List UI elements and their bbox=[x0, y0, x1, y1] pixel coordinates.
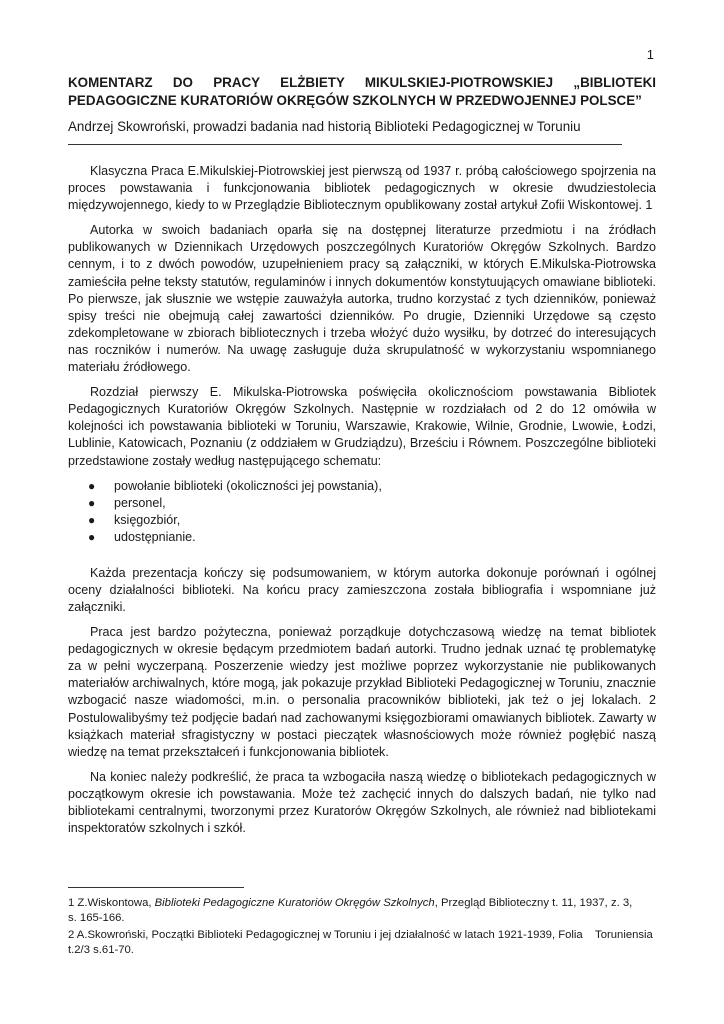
list-item: ● udostępnianie. bbox=[114, 529, 656, 546]
paragraph: Każda prezentacja kończy się podsumowaniem, w którym autorka dokonuje porównań i ogólnej oceny działalności biblioteki. Na końcu pracy zamieszczona została bibliografia i wspomniane już załączniki. bbox=[68, 565, 656, 614]
bullet-icon: ● bbox=[88, 478, 96, 493]
list-item: ● personel, bbox=[114, 495, 656, 512]
list-item: ● księgozbiór, bbox=[114, 512, 656, 529]
title-divider bbox=[68, 144, 622, 145]
bullet-list bbox=[68, 478, 656, 547]
paragraph: Rozdział pierwszy E. Mikulska-Piotrowska poświęciła okolicznościom powstawania Bibliotek Pedagogicznych Kuratoriów Okręgów Szkolnych. Następnie w rozdziałach od 2 do 12 omówiła w kolejności ich powstawania biblioteki w Toruniu, Warszawie, Krakowie, Wilnie, Grodnie, Lwowie, Łodzi, Lublinie, Katowicach, Poznaniu (z oddziałem w Grudziądzu), Brześciu i Równem. Poszczególne biblioteki przedstawione zostały według następującego schematu: bbox=[68, 385, 656, 468]
author-line: Andrzej Skowroński, prowadzi badania nad historią Biblioteki Pedagogicznej w Toruniu bbox=[68, 119, 581, 134]
paragraph: Praca jest bardzo pożyteczna, ponieważ porządkuje dotychczasową wiedzę na temat bibliotek pedagogicznych w okresie będącym przedmiotem badań autorki. Trudno jednak uznać tę problematykę za w pełni wyczerpaną. Poszerzenie wiedzy jest możliwe poprzez wykorzystanie nie publikowanych materiałów archiwalnych, które mogą, jak pokazuje przykład Biblioteki Pedagogicznej w Toruniu, znacznie wzbogacić nasze wiadomości, m.in. o personalia pracowników biblioteki, jak też o jej lokalach. 2 Postulowalibyśmy też podjęcie badań nad zachowanymi księgozbiorami omawianych bibliotek. Zawarty w książkach materiał sfragistyczny w postaci pieczątek własnościowych może również pogłębić naszą wiedzę na temat przekształceń i funkcjonowania bibliotek. bbox=[68, 625, 656, 759]
paragraph: Klasyczna Praca E.Mikulskiej-Piotrowskiej jest pierwszą od 1937 r. próbą całościowego spojrzenia na proces powstawania i funkcjonowania bibliotek pedagogicznych w okresie dwudziestolecia międzywojennego, kiedy to w Przeglądzie Bibliotecznym opublikowany został artykuł Zofii Wiskontowej. 1 bbox=[68, 164, 656, 213]
page-number: 1 bbox=[646, 47, 654, 62]
footnotes bbox=[68, 896, 656, 960]
list-item: ● powołanie biblioteki (okoliczności jej powstania), bbox=[114, 478, 656, 495]
paragraph: Na koniec należy podkreślić, że praca ta wzbogaciła naszą wiedzę o bibliotekach pedagogicznych w początkowym okresie ich powstawania. Może też zachęcić innych do dalszych badań, nie tylko nad bibliotekami centralnymi, tworzonymi przez Kuratorów Okręgów Szkolnych, ale również nad bibliotekami inspektoratów szkolnych i szkół. bbox=[68, 769, 656, 836]
paragraph: Autorka w swoich badaniach oparła się na dostępnej literaturze przedmiotu i na źródłach publikowanych w Dziennikach Urzędowych poszczególnych Kuratoriów Okręgów Szkolnych. Bardzo cennym, i to z dwóch powodów, uzupełnieniem pracy są załączniki, w których E.Mikulska-Piotrowska zamieściła pełne teksty statutów, regulaminów i innych dokumentów konstytuujących omawiane biblioteki. Po pierwsze, jak słusznie we wstępie zauważyła autorka, trudno korzystać z tych dzienników, ponieważ spisy treści nie obejmują całej zawartości dzienników. Po drugie, Dzienniki Urzędowe są często zdekompletowane w zbiorach bibliotecznych i trzeba włożyć dużo wysiłku, by dotrzeć do interesujących nas roczników i numerów. Na uwagę zasługuje duża skrupulatność w wykorzystaniu wspomnianego materiału źródłowego. bbox=[68, 223, 656, 375]
footnote-divider bbox=[68, 887, 244, 888]
bullet-icon: ● bbox=[88, 513, 96, 528]
document-body bbox=[68, 163, 656, 845]
bullet-icon: ● bbox=[88, 530, 96, 545]
bullet-icon: ● bbox=[88, 495, 96, 510]
footnote-1: 1 Z.Wiskontowa, Biblioteki Pedagogiczne Kuratoriów Okręgów Szkolnych, Przegląd Biblioteczny t. 11, 1937, z. 3, s. 165-166. bbox=[68, 897, 633, 925]
document-title: KOMENTARZ DO PRACY ELŻBIETY MIKULSKIEJ-PIOTROWSKIEJ „BIBLIOTEKI PEDAGOGICZNE KURATORIÓW OKRĘGÓW SZKOLNYCH W PRZEDWOJENNEJ POLSCE” bbox=[68, 75, 656, 108]
cited-title: Biblioteki Pedagogiczne Kuratoriów Okręgów Szkolnych bbox=[154, 897, 435, 909]
footnote-2: 2 A.Skowroński, Początki Biblioteki Pedagogicznej w Toruniu i jej działalność w latach 1921-1939, Folia Toruniensia t.2/3 s.61-70. bbox=[68, 928, 653, 957]
